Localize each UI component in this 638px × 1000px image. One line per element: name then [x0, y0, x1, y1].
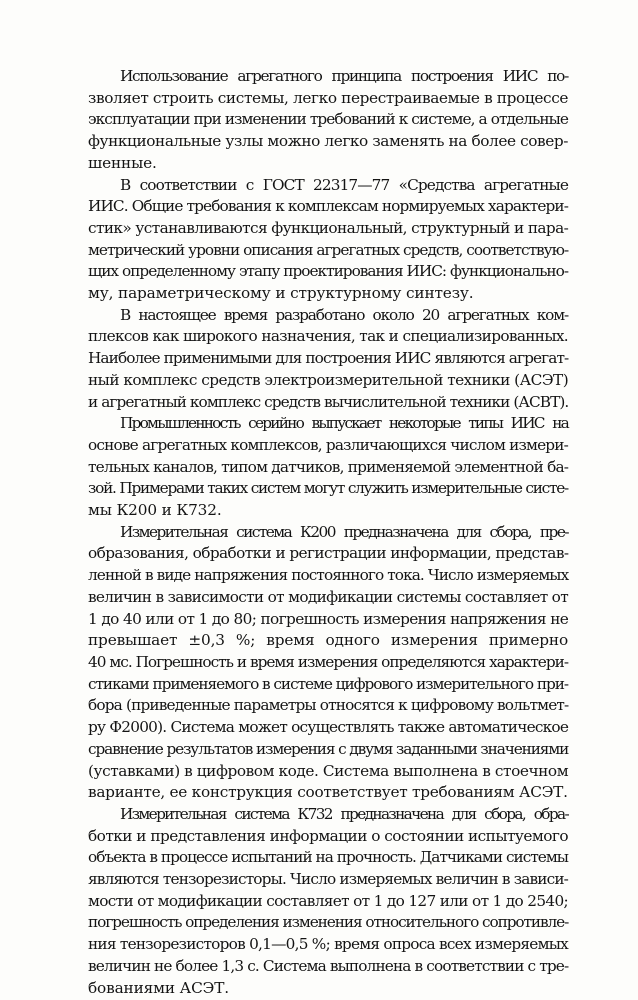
- text-line: тельных каналов, типом датчиков, применяемой элементной ба-: [88, 457, 569, 476]
- text-line: ния тензорезисторов 0,1—0,5 %; время опроса всех измеряемых: [88, 935, 569, 954]
- text-line: превышает ±0,3 %; время одного измерения примерно: [88, 631, 568, 650]
- text-line: Наиболее применимыми для построения ИИС являются агрегат-: [88, 349, 569, 368]
- text-line: Промышленность серийно выпускает некоторые типы ИИС на: [120, 414, 568, 433]
- text-line: зой. Примерами таких систем могут служить измерительные систе-: [88, 479, 568, 498]
- text-line: плексов как широкого назначения, так и специализированных.: [88, 327, 568, 346]
- text-line: В соответствии с ГОСТ 22317—77 «Средства агрегатные: [120, 175, 568, 194]
- text-line: погрешность определения изменения относительного сопротивле-: [88, 913, 569, 932]
- text-line: величин не более 1,3 с. Система выполнена в соответствии с тре-: [88, 956, 569, 975]
- text-line: функциональные узлы можно легко заменять на более совер-: [88, 132, 568, 151]
- text-line: ру Ф2000). Система может осуществлять также автоматическое: [88, 718, 569, 737]
- text-line: 40 мс. Погрешность и время измерения определяются характери-: [88, 652, 568, 671]
- paragraph-system-k732: [88, 804, 568, 999]
- text-line: шенные.: [88, 153, 157, 172]
- text-line: мости от модификации составляет от 1 до 127 или от 1 до 2540;: [88, 891, 568, 910]
- text-line: ИИС. Общие требования к комплексам нормируемых характери-: [88, 197, 568, 216]
- paragraph-industry-systems: [88, 413, 568, 522]
- text-line: Измерительная система К732 предназначена для сбора, обра-: [120, 804, 568, 823]
- text-line: величин в зависимости от модификации системы составляет от: [88, 587, 568, 606]
- paragraph-aggregate-complexes: [88, 305, 568, 414]
- text-line: му, параметрическому и структурному синтезу.: [88, 284, 474, 303]
- text-line: 1 до 40 или от 1 до 80; погрешность измерения напряжения не: [88, 609, 569, 628]
- text-line: основе агрегатных комплексов, различающихся числом измери-: [88, 435, 568, 454]
- body-text: [88, 66, 568, 999]
- text-line: Измерительная система К200 предназначена для сбора, пре-: [120, 522, 568, 541]
- paragraph-aggregate-principle: [88, 66, 568, 175]
- text-line: щих определенному этапу проектирования ИИС: функционально-: [88, 262, 568, 281]
- text-line: объекта в процессе испытаний на прочность. Датчиками системы: [88, 848, 568, 867]
- text-line: эксплуатации при изменении требований к системе, а отдельные: [88, 110, 569, 129]
- text-line: ленной в виде напряжения постоянного тока. Число измеряемых: [88, 566, 569, 585]
- text-line: и агрегатный комплекс средств вычислительной техники (АСВТ).: [88, 392, 569, 411]
- text-line: сравнение результатов измерения с двумя заданными значениями: [88, 739, 569, 758]
- text-line: ный комплекс средств электроизмерительной техники (АСЭТ): [88, 370, 569, 389]
- text-line: В настоящее время разработано около 20 агрегатных ком-: [120, 305, 568, 324]
- text-line: бованиями АСЭТ.: [88, 978, 229, 997]
- text-line: метрический уровни описания агрегатных средств, соответствую-: [88, 240, 569, 259]
- paragraph-system-k200: [88, 522, 568, 804]
- text-line: ботки и представления информации о состоянии испытуемого: [88, 826, 568, 845]
- text-line: бора (приведенные параметры относятся к цифровому вольтмет-: [88, 696, 569, 715]
- text-line: (уставками) в цифровом коде. Система выполнена в стоечном: [88, 761, 569, 780]
- text-line: являются тензорезисторы. Число измеряемых величин в зависи-: [88, 870, 568, 889]
- text-line: Использование агрегатного принципа построения ИИС по-: [120, 67, 568, 85]
- text-line: образования, обработки и регистрации информации, представ-: [88, 544, 569, 563]
- text-line: стиками применяемого в системе цифрового измерительного при-: [88, 674, 569, 693]
- text-line: стик» устанавливаются функциональный, структурный и пара-: [88, 218, 569, 237]
- text-line: мы К200 и К732.: [88, 501, 222, 520]
- text-line: зволяет строить системы, легко перестраиваемые в процессе: [88, 88, 569, 107]
- paragraph-gost-standard: [88, 175, 568, 305]
- text-line: варианте, ее конструкция соответствует требованиям АСЭТ.: [88, 783, 568, 802]
